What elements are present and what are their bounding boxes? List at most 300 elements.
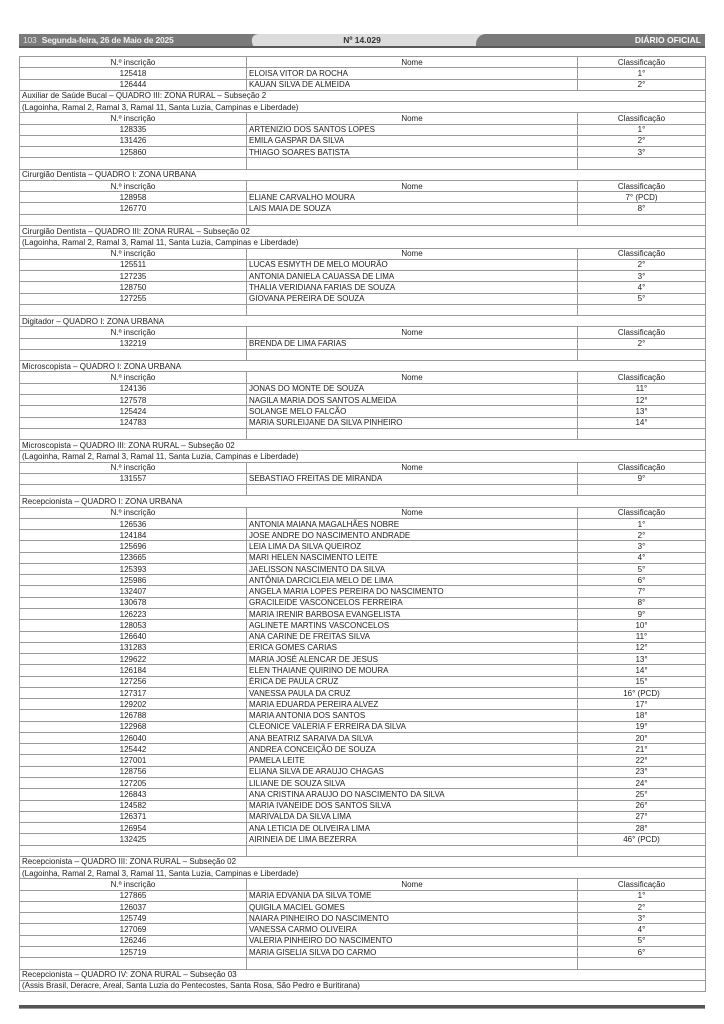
classificacao-cell: 5°: [578, 563, 706, 574]
blank-cell: [578, 845, 706, 856]
classificacao-cell: 15°: [578, 676, 706, 687]
column-header-row: [20, 248, 706, 259]
inscricao-cell: 126444: [20, 79, 247, 90]
classificacao-cell: 2°: [578, 901, 706, 912]
nome-cell: THIAGO SOARES BATISTA: [247, 147, 578, 158]
column-header-nome: Nome: [247, 879, 578, 890]
table-row: [20, 541, 706, 552]
table-row: [20, 586, 706, 597]
classificacao-cell: 25°: [578, 789, 706, 800]
classificacao-cell: 9°: [578, 473, 706, 484]
nome-cell: VANESSA CARMO OLIVEIRA: [247, 924, 578, 935]
inscricao-cell: 125696: [20, 541, 247, 552]
classificacao-cell: 46° (PCD): [578, 834, 706, 845]
inscricao-cell: 127578: [20, 394, 247, 405]
section-subtitle: (Assis Brasil, Deracre, Areal, Santa Luzia do Pentecostes, Santa Rosa, São Pedro e Buritirana): [20, 980, 706, 991]
inscricao-cell: 126770: [20, 203, 247, 214]
table-row: [20, 575, 706, 586]
inscricao-cell: 126184: [20, 665, 247, 676]
nome-cell: ARTENIZIO DOS SANTOS LOPES: [247, 124, 578, 135]
table-row: [20, 676, 706, 687]
table-row: [20, 699, 706, 710]
classificacao-cell: 4°: [578, 924, 706, 935]
nome-cell: MARIA EDVANIA DA SILVA TOME: [247, 890, 578, 901]
blank-spacer-row: [20, 158, 706, 169]
classification-table: [19, 56, 706, 992]
column-header-classificacao: Classificação: [578, 879, 706, 890]
inscricao-cell: 126536: [20, 518, 247, 529]
table-row: [20, 124, 706, 135]
nome-cell: MARIA JOSÉ ALENCAR DE JESUS: [247, 654, 578, 665]
column-header-nome: Nome: [247, 180, 578, 191]
nome-cell: SOLANGE MELO FALCÃO: [247, 406, 578, 417]
section-title: Recepcionista – QUADRO III: ZONA RURAL – Subseção 02: [20, 856, 706, 867]
nome-cell: LILIANE DE SOUZA SILVA: [247, 778, 578, 789]
inscricao-cell: 131557: [20, 473, 247, 484]
classificacao-cell: 24°: [578, 778, 706, 789]
section-title: Cirurgião Dentista – QUADRO I: ZONA URBANA: [20, 169, 706, 180]
section-subtitle: (Lagoinha, Ramal 2, Ramal 3, Ramal 11, Santa Luzia, Campinas e Liberdade): [20, 451, 706, 462]
inscricao-cell: 128756: [20, 766, 247, 777]
inscricao-cell: 125860: [20, 147, 247, 158]
inscricao-cell: 125511: [20, 259, 247, 270]
classificacao-cell: 22°: [578, 755, 706, 766]
section-title-row: [20, 90, 706, 101]
column-header-inscricao: N.º inscrição: [20, 248, 247, 259]
inscricao-cell: 125749: [20, 913, 247, 924]
table-row: [20, 654, 706, 665]
column-header-row: [20, 879, 706, 890]
nome-cell: THALIA VERIDIANA FARIAS DE SOUZA: [247, 282, 578, 293]
blank-cell: [20, 214, 247, 225]
classificacao-cell: 3°: [578, 541, 706, 552]
nome-cell: JONAS DO MONTE DE SOUZA: [247, 383, 578, 394]
table-row: [20, 755, 706, 766]
nome-cell: GIOVANA PEREIRA DE SOUZA: [247, 293, 578, 304]
inscricao-cell: 131426: [20, 135, 247, 146]
inscricao-cell: 129622: [20, 654, 247, 665]
section-subtitle-row: [20, 451, 706, 462]
table-row: [20, 687, 706, 698]
classificacao-cell: 1°: [578, 68, 706, 79]
column-header-nome: Nome: [247, 57, 578, 68]
column-header-classificacao: Classificação: [578, 507, 706, 518]
column-header-classificacao: Classificação: [578, 57, 706, 68]
classificacao-cell: 7°: [578, 586, 706, 597]
column-header-nome: Nome: [247, 248, 578, 259]
table-row: [20, 293, 706, 304]
table-row: [20, 203, 706, 214]
table-row: [20, 789, 706, 800]
inscricao-cell: 128335: [20, 124, 247, 135]
classificacao-cell: 2°: [578, 338, 706, 349]
classificacao-cell: 3°: [578, 913, 706, 924]
inscricao-cell: 127001: [20, 755, 247, 766]
column-header-classificacao: Classificação: [578, 113, 706, 124]
section-subtitle: (Lagoinha, Ramal 2, Ramal 3, Ramal 11, Santa Luzia, Campinas e Liberdade): [20, 102, 706, 113]
blank-spacer-row: [20, 485, 706, 496]
blank-cell: [247, 958, 578, 969]
column-header-inscricao: N.º inscrição: [20, 879, 247, 890]
footer-rule: [19, 1005, 705, 1009]
classificacao-cell: 3°: [578, 147, 706, 158]
classificacao-cell: 11°: [578, 383, 706, 394]
column-header-classificacao: Classificação: [578, 248, 706, 259]
inscricao-cell: 132407: [20, 586, 247, 597]
nome-cell: VANESSA PAULA DA CRUZ: [247, 687, 578, 698]
table-row: [20, 530, 706, 541]
inscricao-cell: 132219: [20, 338, 247, 349]
blank-cell: [20, 349, 247, 360]
classificacao-cell: 1°: [578, 890, 706, 901]
column-header-row: [20, 180, 706, 191]
blank-spacer-row: [20, 304, 706, 315]
nome-cell: MARIA ANTONIA DOS SANTOS: [247, 710, 578, 721]
section-title: Recepcionista – QUADRO IV: ZONA RURAL – Subseção 03: [20, 969, 706, 980]
classificacao-cell: 17°: [578, 699, 706, 710]
nome-cell: BRENDA DE LIMA FARIAS: [247, 338, 578, 349]
inscricao-cell: 124783: [20, 417, 247, 428]
table-row: [20, 518, 706, 529]
table-row: [20, 935, 706, 946]
classificacao-cell: 2°: [578, 79, 706, 90]
classificacao-cell: 1°: [578, 518, 706, 529]
table-row: [20, 766, 706, 777]
nome-cell: ELIANA SILVA DE ARAUJO CHAGAS: [247, 766, 578, 777]
column-header-row: [20, 327, 706, 338]
edition-number: Nº 14.029: [343, 35, 381, 45]
classificacao-cell: 18°: [578, 710, 706, 721]
column-header-inscricao: N.º inscrição: [20, 372, 247, 383]
table-row: [20, 946, 706, 957]
classificacao-cell: 6°: [578, 575, 706, 586]
blank-cell: [20, 485, 247, 496]
section-title: Cirurgião Dentista – QUADRO III: ZONA RURAL – Subseção 02: [20, 225, 706, 236]
blank-cell: [247, 428, 578, 439]
inscricao-cell: 127235: [20, 271, 247, 282]
blank-spacer-row: [20, 214, 706, 225]
classificacao-cell: 5°: [578, 935, 706, 946]
table-row: [20, 665, 706, 676]
table-row: [20, 552, 706, 563]
table-row: [20, 394, 706, 405]
section-title-row: [20, 969, 706, 980]
classificacao-cell: 7° (PCD): [578, 192, 706, 203]
inscricao-cell: 125424: [20, 406, 247, 417]
section-title-row: [20, 316, 706, 327]
blank-cell: [578, 485, 706, 496]
nome-cell: ELOISA VITOR DA ROCHA: [247, 68, 578, 79]
inscricao-cell: 126371: [20, 811, 247, 822]
inscricao-cell: 122968: [20, 721, 247, 732]
nome-cell: LUCAS ESMYTH DE MELO MOURÃO: [247, 259, 578, 270]
classificacao-cell: 8°: [578, 597, 706, 608]
column-header-row: [20, 507, 706, 518]
inscricao-cell: 126954: [20, 823, 247, 834]
nome-cell: NAIARA PINHEIRO DO NASCIMENTO: [247, 913, 578, 924]
table-row: [20, 383, 706, 394]
table-row: [20, 642, 706, 653]
blank-cell: [247, 158, 578, 169]
section-title-row: [20, 856, 706, 867]
inscricao-cell: 128053: [20, 620, 247, 631]
inscricao-cell: 125719: [20, 946, 247, 957]
nome-cell: JAELISSON NASCIMENTO DA SILVA: [247, 563, 578, 574]
blank-cell: [578, 349, 706, 360]
inscricao-cell: 128750: [20, 282, 247, 293]
classificacao-cell: 21°: [578, 744, 706, 755]
nome-cell: MARIA GISELIA SILVA DO CARMO: [247, 946, 578, 957]
blank-cell: [20, 845, 247, 856]
column-header-nome: Nome: [247, 327, 578, 338]
inscricao-cell: 127317: [20, 687, 247, 698]
table-row: [20, 800, 706, 811]
classificacao-cell: 20°: [578, 732, 706, 743]
blank-spacer-row: [20, 958, 706, 969]
inscricao-cell: 127865: [20, 890, 247, 901]
table-row: [20, 710, 706, 721]
nome-cell: ELIANE CARVALHO MOURA: [247, 192, 578, 203]
nome-cell: ANA BEATRIZ SARAIVA DA SILVA: [247, 732, 578, 743]
nome-cell: ANA CARINE DE FREITAS SILVA: [247, 631, 578, 642]
classificacao-cell: 3°: [578, 271, 706, 282]
nome-cell: ÉRICA DE PAULA CRUZ: [247, 676, 578, 687]
section-subtitle: (Lagoinha, Ramal 2, Ramal 3, Ramal 11, Santa Luzia, Campinas e Liberdade): [20, 868, 706, 879]
column-header-nome: Nome: [247, 462, 578, 473]
column-header-classificacao: Classificação: [578, 462, 706, 473]
table-row: [20, 924, 706, 935]
nome-cell: CLEONICE VALERIA F ERREIRA DA SILVA: [247, 721, 578, 732]
nome-cell: ANDREA CONCEIÇÃO DE SOUZA: [247, 744, 578, 755]
classificacao-cell: 23°: [578, 766, 706, 777]
page-number: 103: [23, 35, 37, 45]
classificacao-cell: 8°: [578, 203, 706, 214]
classificacao-cell: 12°: [578, 642, 706, 653]
blank-cell: [20, 158, 247, 169]
inscricao-cell: 132425: [20, 834, 247, 845]
classificacao-cell: 6°: [578, 946, 706, 957]
inscricao-cell: 125442: [20, 744, 247, 755]
classificacao-cell: 13°: [578, 406, 706, 417]
section-title-row: [20, 440, 706, 451]
inscricao-cell: 126037: [20, 901, 247, 912]
table-row: [20, 147, 706, 158]
nome-cell: ANA LETICIA DE OLIVEIRA LIMA: [247, 823, 578, 834]
table-row: [20, 135, 706, 146]
table-row: [20, 721, 706, 732]
nome-cell: MARIA IVANEIDE DOS SANTOS SILVA: [247, 800, 578, 811]
blank-cell: [247, 349, 578, 360]
inscricao-cell: 127256: [20, 676, 247, 687]
nome-cell: JOSE ANDRE DO NASCIMENTO ANDRADE: [247, 530, 578, 541]
table-row: [20, 406, 706, 417]
table-row: [20, 732, 706, 743]
classificacao-cell: 13°: [578, 654, 706, 665]
section-subtitle: (Lagoinha, Ramal 2, Ramal 3, Ramal 11, Santa Luzia, Campinas e Liberdade): [20, 237, 706, 248]
classificacao-cell: 19°: [578, 721, 706, 732]
table-row: [20, 259, 706, 270]
column-header-row: [20, 113, 706, 124]
nome-cell: PAMELA LEITE: [247, 755, 578, 766]
nome-cell: ELEN THAIANE QUIRINO DE MOURA: [247, 665, 578, 676]
column-header-row: [20, 372, 706, 383]
table-row: [20, 271, 706, 282]
nome-cell: VALERIA PINHEIRO DO NASCIMENTO: [247, 935, 578, 946]
section-title-row: [20, 496, 706, 507]
table-row: [20, 417, 706, 428]
nome-cell: MARIA IRENIR BARBOSA EVANGELISTA: [247, 609, 578, 620]
section-title: Microscopista – QUADRO I: ZONA URBANA: [20, 361, 706, 372]
inscricao-cell: 123665: [20, 552, 247, 563]
table-row: [20, 609, 706, 620]
section-title: Recepcionista – QUADRO I: ZONA URBANA: [20, 496, 706, 507]
classificacao-cell: 27°: [578, 811, 706, 822]
nome-cell: MARIA EDUARDA PEREIRA ALVEZ: [247, 699, 578, 710]
blank-cell: [20, 958, 247, 969]
table-row: [20, 338, 706, 349]
blank-cell: [578, 158, 706, 169]
table-row: [20, 744, 706, 755]
blank-cell: [247, 845, 578, 856]
nome-cell: QUIGILA MACIEL GOMES: [247, 901, 578, 912]
table-row: [20, 778, 706, 789]
nome-cell: ERICA GOMES CARIAS: [247, 642, 578, 653]
column-header-nome: Nome: [247, 113, 578, 124]
blank-cell: [247, 304, 578, 315]
classificacao-cell: 9°: [578, 609, 706, 620]
inscricao-cell: 124184: [20, 530, 247, 541]
classificacao-cell: 2°: [578, 530, 706, 541]
nome-cell: NAGILA MARIA DOS SANTOS ALMEIDA: [247, 394, 578, 405]
blank-cell: [578, 304, 706, 315]
publication-date: Segunda-feira, 26 de Maio de 2025: [41, 35, 174, 45]
nome-cell: ANTONIA DANIELA CAUASSA DE LIMA: [247, 271, 578, 282]
nome-cell: AIRINEIA DE LIMA BEZERRA: [247, 834, 578, 845]
classificacao-cell: 26°: [578, 800, 706, 811]
publication-name: DIÁRIO OFICIAL: [634, 35, 701, 45]
table-row: [20, 834, 706, 845]
table-row: [20, 473, 706, 484]
nome-cell: LEIA LIMA DA SILVA QUEIROZ: [247, 541, 578, 552]
classificacao-cell: 12°: [578, 394, 706, 405]
table-row: [20, 811, 706, 822]
nome-cell: SEBASTIAO FREITAS DE MIRANDA: [247, 473, 578, 484]
nome-cell: ANTÔNIA DARCICLEIA MELO DE LIMA: [247, 575, 578, 586]
inscricao-cell: 126843: [20, 789, 247, 800]
table-row: [20, 823, 706, 834]
nome-cell: MARI HELEN NASCIMENTO LEITE: [247, 552, 578, 563]
page-header-bar: [19, 34, 705, 48]
classificacao-cell: 10°: [578, 620, 706, 631]
classificacao-cell: 14°: [578, 665, 706, 676]
column-header-inscricao: N.º inscrição: [20, 327, 247, 338]
column-header-nome: Nome: [247, 372, 578, 383]
column-header-inscricao: N.º inscrição: [20, 113, 247, 124]
section-title: Digitador – QUADRO I: ZONA URBANA: [20, 316, 706, 327]
nome-cell: AGLINETE MARTINS VASCONCELOS: [247, 620, 578, 631]
nome-cell: MARIVALDA DA SILVA LIMA: [247, 811, 578, 822]
blank-cell: [247, 485, 578, 496]
table-row: [20, 79, 706, 90]
blank-spacer-row: [20, 428, 706, 439]
inscricao-cell: 129202: [20, 699, 247, 710]
blank-cell: [578, 214, 706, 225]
table-row: [20, 620, 706, 631]
column-header-classificacao: Classificação: [578, 180, 706, 191]
column-header-inscricao: N.º inscrição: [20, 462, 247, 473]
nome-cell: GRACILEIDE VASCONCELOS FERREIRA: [247, 597, 578, 608]
table-row: [20, 192, 706, 203]
section-title: Auxiliar de Saúde Bucal – QUADRO III: ZONA RURAL – Subseção 2: [20, 90, 706, 101]
table-row: [20, 563, 706, 574]
classificacao-cell: 5°: [578, 293, 706, 304]
nome-cell: ANA CRISTINA ARAUJO DO NASCIMENTO DA SILVA: [247, 789, 578, 800]
column-header-row: [20, 57, 706, 68]
inscricao-cell: 127205: [20, 778, 247, 789]
inscricao-cell: 125986: [20, 575, 247, 586]
blank-cell: [247, 214, 578, 225]
inscricao-cell: 126246: [20, 935, 247, 946]
classificacao-cell: 16° (PCD): [578, 687, 706, 698]
inscricao-cell: 124582: [20, 800, 247, 811]
blank-cell: [578, 428, 706, 439]
blank-cell: [578, 958, 706, 969]
column-header-inscricao: N.º inscrição: [20, 57, 247, 68]
table-row: [20, 631, 706, 642]
inscricao-cell: 126640: [20, 631, 247, 642]
inscricao-cell: 126788: [20, 710, 247, 721]
table-row: [20, 597, 706, 608]
table-row: [20, 282, 706, 293]
table-row: [20, 913, 706, 924]
blank-spacer-row: [20, 845, 706, 856]
inscricao-cell: 126040: [20, 732, 247, 743]
nome-cell: ANTONIA MAIANA MAGALHÃES NOBRE: [247, 518, 578, 529]
column-header-classificacao: Classificação: [578, 372, 706, 383]
classificacao-cell: 4°: [578, 552, 706, 563]
column-header-row: [20, 462, 706, 473]
section-title-row: [20, 225, 706, 236]
table-row: [20, 890, 706, 901]
classificacao-cell: 28°: [578, 823, 706, 834]
nome-cell: MARIA SURLEIJANE DA SILVA PINHEIRO: [247, 417, 578, 428]
column-header-inscricao: N.º inscrição: [20, 507, 247, 518]
inscricao-cell: 130678: [20, 597, 247, 608]
section-title-row: [20, 361, 706, 372]
section-title: Microscopista – QUADRO III: ZONA RURAL – Subseção 02: [20, 440, 706, 451]
inscricao-cell: 128958: [20, 192, 247, 203]
inscricao-cell: 124136: [20, 383, 247, 394]
section-subtitle-row: [20, 237, 706, 248]
classification-table-body: [20, 57, 706, 992]
inscricao-cell: 127069: [20, 924, 247, 935]
classificacao-cell: 11°: [578, 631, 706, 642]
nome-cell: EMILA GASPAR DA SILVA: [247, 135, 578, 146]
column-header-classificacao: Classificação: [578, 327, 706, 338]
inscricao-cell: 126223: [20, 609, 247, 620]
classificacao-cell: 14°: [578, 417, 706, 428]
column-header-nome: Nome: [247, 507, 578, 518]
classificacao-cell: 1°: [578, 124, 706, 135]
blank-cell: [20, 428, 247, 439]
classificacao-cell: 2°: [578, 135, 706, 146]
section-subtitle-row: [20, 102, 706, 113]
nome-cell: LAIS MAIA DE SOUZA: [247, 203, 578, 214]
section-subtitle-row: [20, 868, 706, 879]
inscricao-cell: 127255: [20, 293, 247, 304]
nome-cell: KAUAN SILVA DE ALMEIDA: [247, 79, 578, 90]
blank-cell: [20, 304, 247, 315]
